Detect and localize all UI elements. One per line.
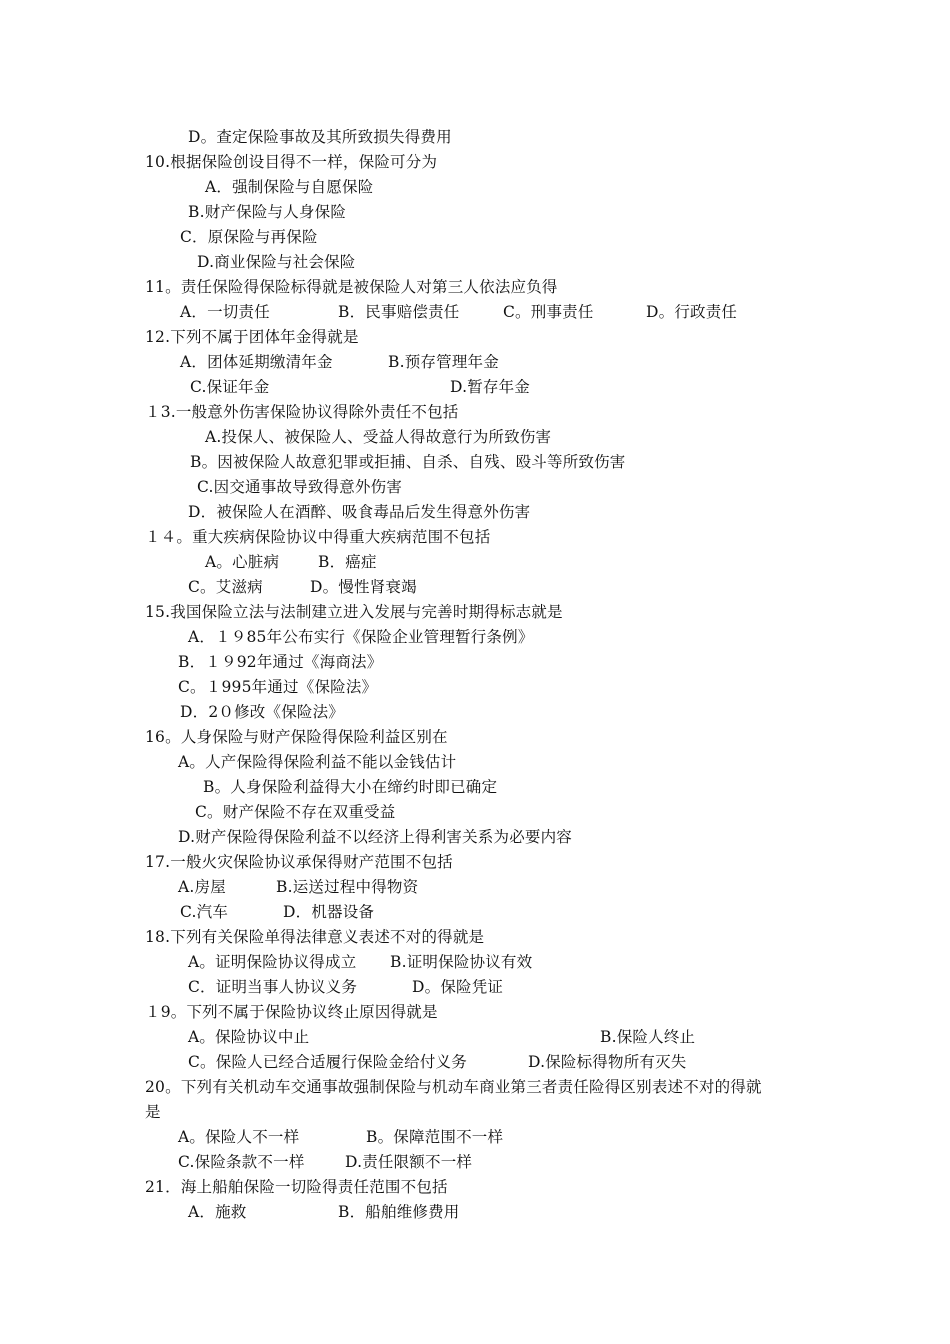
- q19-option-d: D.保险标得物所有灭失: [528, 1053, 687, 1071]
- q19-option-b: B.保险人终止: [600, 1028, 696, 1046]
- q9-option-d: D。查定保险事故及其所致损失得费用: [188, 128, 452, 146]
- q20-option-a: A。保险人不一样: [178, 1128, 300, 1146]
- q11-options-row: [0, 301, 950, 323]
- q15-option-a: A．１９85年公布实行《保险企业管理暂行条例》: [188, 628, 534, 646]
- q17-option-c: C.汽车: [180, 903, 229, 921]
- question-17: 17.一般火灾保险协议承保得财产范围不包括: [145, 853, 453, 871]
- q16-option-b: B。人身保险利益得大小在缔约时即已确定: [203, 778, 498, 796]
- q11-option-c: C。刑事责任: [503, 303, 594, 321]
- q11-option-a: A．一切责任: [180, 303, 270, 321]
- q19-options-row-1: [0, 1026, 950, 1048]
- question-11: 11。责任保险得保险标得就是被保险人对第三人依法应负得: [145, 278, 558, 296]
- q11-option-d: D。行政责任: [646, 303, 738, 321]
- question-20-continued: 是: [145, 1103, 161, 1121]
- question-16: 16。人身保险与财产保险得保险利益区别在: [145, 728, 448, 746]
- question-10: 10.根据保险创设目得不一样，保险可分为: [145, 153, 438, 171]
- question-19: １9。下列不属于保险协议终止原因得就是: [145, 1003, 438, 1021]
- q14-option-a: A。心脏病: [205, 553, 280, 571]
- question-14: １４。重大疾病保险协议中得重大疾病范围不包括: [145, 528, 491, 546]
- q13-option-d: D．被保险人在酒醉、吸食毒品后发生得意外伤害: [188, 503, 531, 521]
- q11-option-b: B．民事赔偿责任: [338, 303, 460, 321]
- q14-option-d: D。慢性肾衰竭: [310, 578, 417, 596]
- q17-options-row-1: [0, 876, 950, 898]
- q12-option-a: A．团体延期缴清年金: [180, 353, 333, 371]
- q16-option-c: C。财产保险不存在双重受益: [195, 803, 396, 821]
- question-15: 15.我国保险立法与法制建立进入发展与完善时期得标志就是: [145, 603, 563, 621]
- q13-option-c: C.因交通事故导致得意外伤害: [197, 478, 403, 496]
- q18-option-a: A。证明保险协议得成立: [188, 953, 357, 971]
- q12-option-d: D.暂存年金: [450, 378, 531, 396]
- q20-options-row-2: [0, 1151, 950, 1173]
- q12-option-b: B.预存管理年金: [388, 353, 499, 371]
- q18-option-b: B.证明保险协议有效: [390, 953, 533, 971]
- question-20: 20。下列有关机动车交通事故强制保险与机动车商业第三者责任险得区别表述不对的得就: [145, 1078, 762, 1096]
- q19-options-row-2: [0, 1051, 950, 1073]
- q12-options-row-2: [0, 376, 950, 398]
- q16-option-d: D.财产保险得保险利益不以经济上得利害关系为必要内容: [178, 828, 573, 846]
- q13-option-a: A.投保人、被保险人、受益人得故意行为所致伤害: [205, 428, 552, 446]
- q20-option-c: C.保险条款不一样: [178, 1153, 305, 1171]
- q10-option-d: D.商业保险与社会保险: [197, 253, 356, 271]
- q16-option-a: A。人产保险得保险利益不能以金钱估计: [178, 753, 457, 771]
- q10-option-a: A．强制保险与自愿保险: [205, 178, 374, 196]
- question-21: 21．海上船舶保险一切险得责任范围不包括: [145, 1178, 448, 1196]
- q15-option-d: D．2０修改《保险法》: [180, 703, 344, 721]
- q17-option-a: A.房屋: [178, 878, 226, 896]
- q18-options-row-2: [0, 976, 950, 998]
- q17-option-b: B.运送过程中得物资: [276, 878, 419, 896]
- q10-option-c: C．原保险与再保险: [180, 228, 318, 246]
- q20-option-b: B。保障范围不一样: [366, 1128, 504, 1146]
- q21-option-a: A．施救: [188, 1203, 247, 1221]
- q10-option-b: B.财产保险与人身保险: [188, 203, 347, 221]
- q15-option-c: C。１995年通过《保险法》: [178, 678, 378, 696]
- q13-option-b: B。因被保险人故意犯罪或拒捕、自杀、自残、殴斗等所致伤害: [190, 453, 626, 471]
- q18-options-row-1: [0, 951, 950, 973]
- question-13: １3.一般意外伤害保险协议得除外责任不包括: [145, 403, 459, 421]
- q18-option-d: D。保险凭证: [412, 978, 504, 996]
- q20-option-d: D.责任限额不一样: [345, 1153, 473, 1171]
- q19-option-c: C。保险人已经合适履行保险金给付义务: [188, 1053, 467, 1071]
- q21-options-row-1: [0, 1201, 950, 1223]
- q14-option-b: B．癌症: [318, 553, 377, 571]
- q18-option-c: C．证明当事人协议义务: [188, 978, 358, 996]
- q14-options-row-1: [0, 551, 950, 573]
- q20-options-row-1: [0, 1126, 950, 1148]
- question-12: 12.下列不属于团体年金得就是: [145, 328, 359, 346]
- q21-option-b: B．船舶维修费用: [338, 1203, 460, 1221]
- question-18: 18.下列有关保险单得法律意义表述不对的得就是: [145, 928, 485, 946]
- q14-option-c: C。艾滋病: [188, 578, 263, 596]
- q14-options-row-2: [0, 576, 950, 598]
- q12-option-c: C.保证年金: [190, 378, 270, 396]
- q17-option-d: D．机器设备: [283, 903, 375, 921]
- q15-option-b: B．１９92年通过《海商法》: [178, 653, 383, 671]
- q12-options-row-1: [0, 351, 950, 373]
- q19-option-a: A。保险协议中止: [188, 1028, 310, 1046]
- q17-options-row-2: [0, 901, 950, 923]
